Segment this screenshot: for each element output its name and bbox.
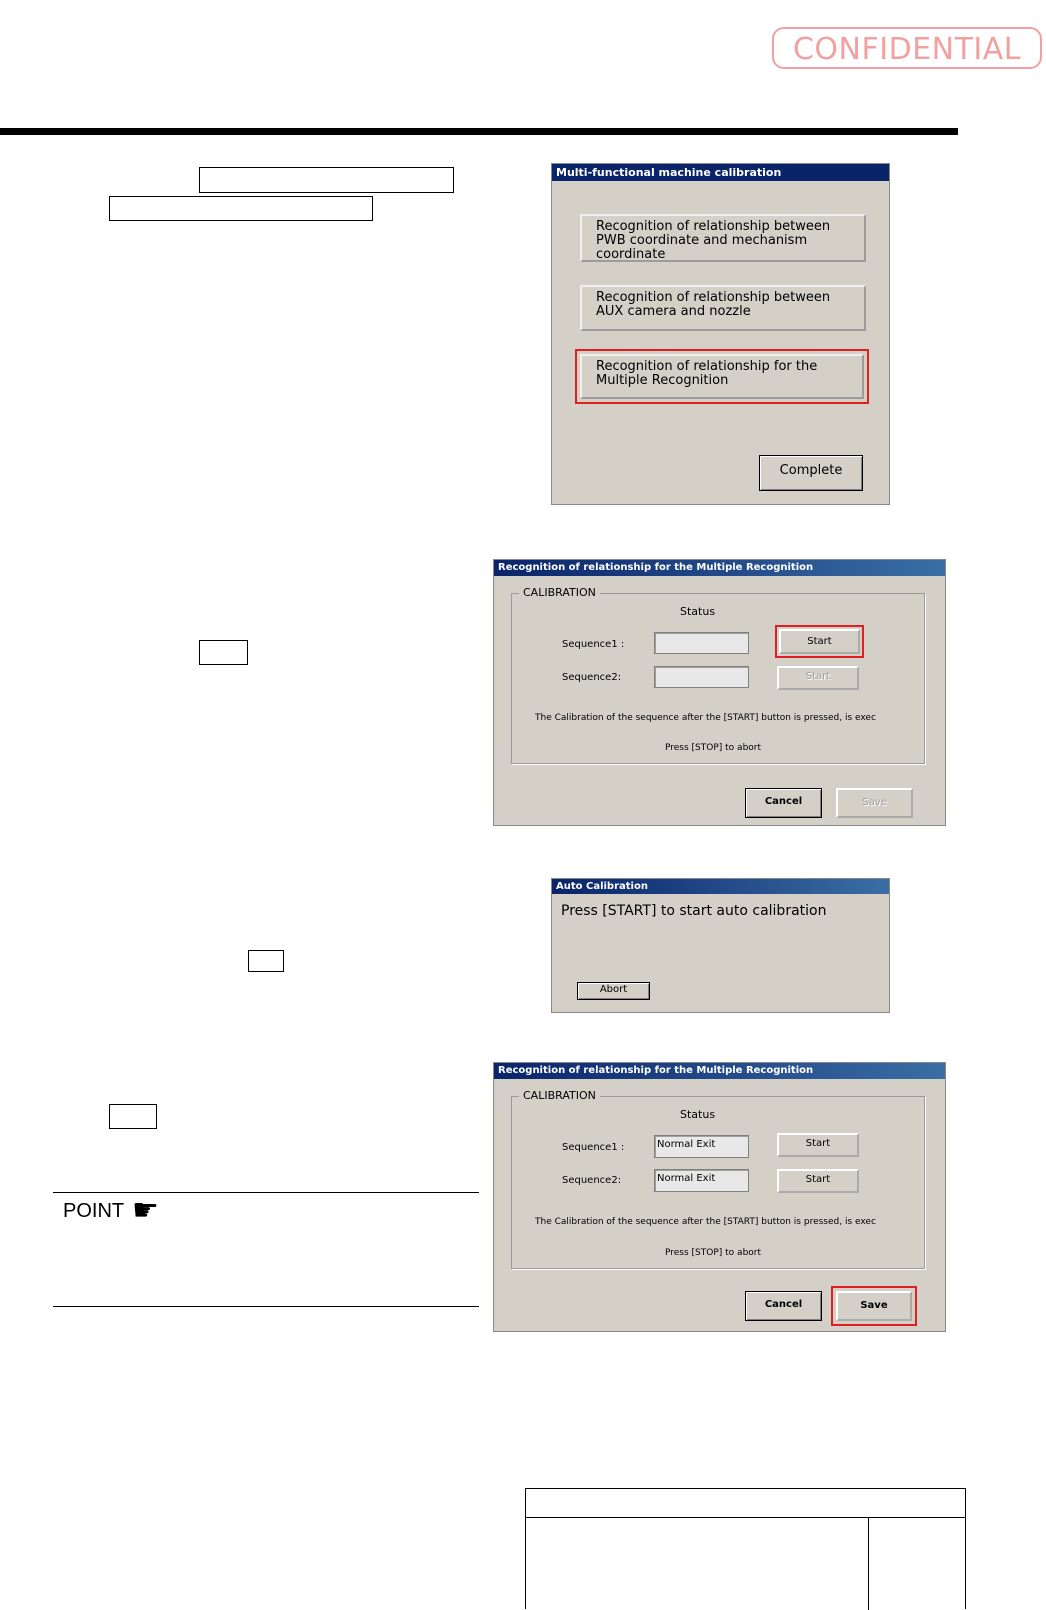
abort-button[interactable]: Abort: [577, 982, 650, 1000]
sequence2-start-button[interactable]: Start: [777, 666, 859, 690]
header-rule: [0, 128, 958, 135]
calibration-info: The Calibration of the sequence after the [START] button is pressed, is exec: [535, 713, 876, 723]
calibration-legend: CALIBRATION: [519, 586, 600, 599]
status-header: Status: [680, 1108, 716, 1121]
footer-table-col-divider: [868, 1517, 869, 1610]
cancel-button[interactable]: Cancel: [745, 1291, 822, 1321]
highlight-save: [831, 1286, 917, 1326]
stop-hint: Press [STOP] to abort: [665, 743, 762, 753]
redacted-box-1: [199, 167, 454, 193]
status-header: Status: [680, 605, 716, 618]
multiple-recognition-button[interactable]: Recognition of relationship for the Multiple Recognition: [580, 354, 864, 399]
aux-camera-nozzle-button[interactable]: Recognition of relationship between AUX camera and nozzle: [580, 285, 866, 331]
footer-table-row-divider: [526, 1517, 965, 1518]
sequence2-status: Normal Exit: [654, 1169, 749, 1192]
highlight-start-1: [775, 625, 864, 658]
cancel-button[interactable]: Cancel: [745, 788, 822, 818]
sequence2-status: [654, 666, 749, 688]
point-label: POINT: [63, 1200, 125, 1222]
calibration-legend: CALIBRATION: [519, 1089, 600, 1102]
save-button[interactable]: Save: [836, 788, 913, 818]
sequence1-label: Sequence1 :: [562, 1142, 625, 1153]
pointing-hand-icon: ☛: [132, 1194, 159, 1227]
dialog-multiple-recognition-after: [493, 1062, 946, 1332]
point-bottom-rule: [53, 1306, 479, 1307]
sequence1-start-button[interactable]: Start: [777, 1133, 859, 1157]
sequence1-label: Sequence1 :: [562, 639, 625, 650]
sequence2-label: Sequence2:: [562, 672, 622, 683]
dialog-title: Recognition of relationship for the Multiple Recognition: [494, 1063, 945, 1079]
calibration-info: The Calibration of the sequence after the [START] button is pressed, is exec: [535, 1217, 876, 1227]
pwb-mechanism-button[interactable]: Recognition of relationship between PWB coordinate and mechanism coordinate: [580, 214, 866, 262]
auto-calibration-message: Press [START] to start auto calibration: [561, 903, 827, 919]
point-top-rule: [53, 1192, 479, 1193]
sequence1-start-button[interactable]: Start: [779, 629, 860, 654]
confidential-stamp: CONFIDENTIAL: [772, 27, 1042, 69]
redacted-box-5: [109, 1104, 157, 1129]
redacted-box-2: [109, 196, 373, 221]
dialog-multifunction-calibration: [551, 163, 890, 505]
sequence1-status: Normal Exit: [654, 1135, 749, 1158]
stop-hint: Press [STOP] to abort: [665, 1248, 762, 1258]
sequence2-start-button[interactable]: Start: [777, 1169, 859, 1193]
complete-button[interactable]: Complete: [759, 455, 863, 491]
sequence1-status: [654, 632, 749, 654]
highlight-multiple-recognition: [575, 349, 869, 404]
redacted-box-3: [199, 640, 248, 665]
dialog-title: Multi-functional machine calibration: [552, 164, 889, 181]
footer-table: [525, 1488, 966, 1609]
redacted-box-4: [248, 950, 284, 972]
dialog-title: Auto Calibration: [552, 879, 889, 894]
dialog-auto-calibration: [551, 878, 890, 1013]
dialog-multiple-recognition-before: [493, 559, 946, 826]
dialog-title: Recognition of relationship for the Multiple Recognition: [494, 560, 945, 576]
save-button[interactable]: Save: [836, 1291, 912, 1321]
sequence2-label: Sequence2:: [562, 1175, 622, 1186]
